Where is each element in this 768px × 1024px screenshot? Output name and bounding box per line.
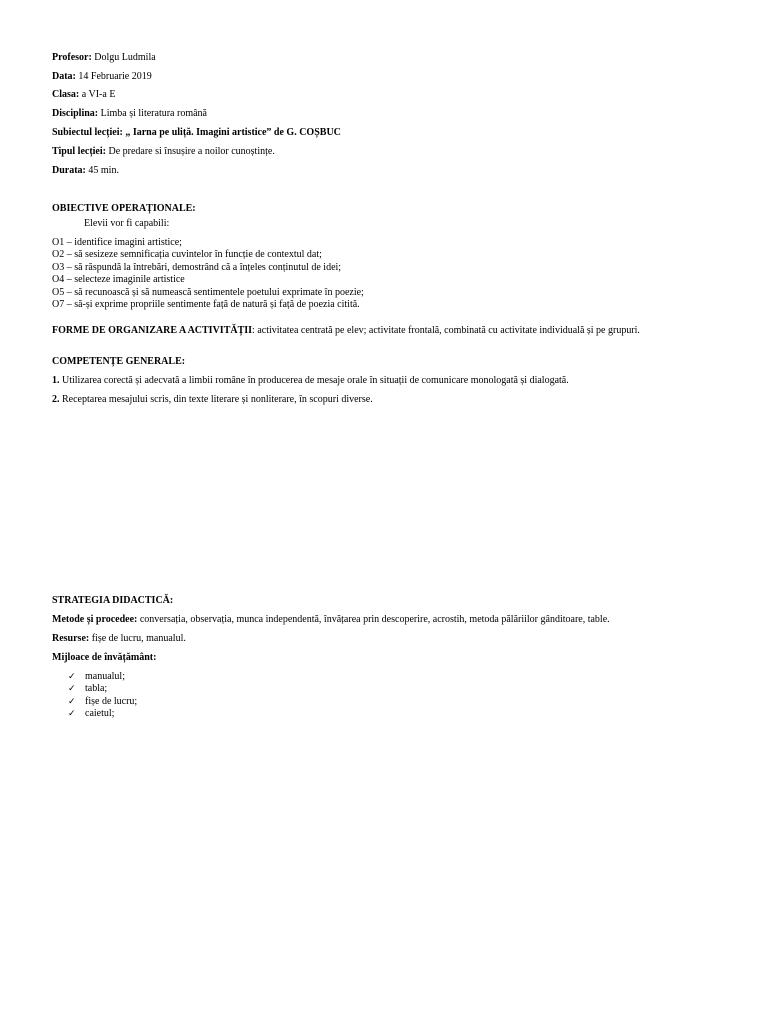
- resurse-value: fișe de lucru, manualul.: [89, 633, 186, 644]
- disciplina-label: Disciplina:: [52, 108, 99, 119]
- metode-line: [52, 614, 610, 626]
- forme-label: FORME DE ORGANIZARE A ACTIVITĂȚII: [52, 325, 253, 336]
- obiective-title: OBIECTIVE OPERAȚIONALE:: [52, 203, 196, 214]
- tipul-value: De predare si însușire a noilor cunoștințe.: [105, 146, 275, 157]
- competenta-item: 1. Utilizarea corectă și adecvată a limbii române în producerea de mesaje orale în situații de comunicare monologată și dialogată.: [52, 375, 569, 386]
- tipul-line: [52, 146, 275, 158]
- clasa-label: Clasa:: [52, 89, 80, 100]
- list-item: ✓ tabla;: [68, 683, 108, 695]
- list-item: ✓ caietul;: [68, 708, 115, 720]
- data-label: Data:: [52, 71, 76, 82]
- check-icon: ✓: [68, 696, 76, 707]
- data-line: [52, 71, 152, 83]
- check-icon: ✓: [68, 672, 76, 683]
- list-item: ✓ manualul;: [68, 671, 125, 683]
- obiective-intro: Elevii vor fi capabili:: [84, 218, 170, 229]
- subiect-value: „ Iarna pe uliță. Imagini artistice” de G. COȘBUC: [122, 127, 341, 138]
- check-icon: ✓: [68, 709, 76, 720]
- forme-value: : activitatea centrată pe elev; activitate frontală, combinată cu activitate individuală și pe grupuri.: [252, 325, 640, 336]
- mijloace-list: [68, 671, 137, 720]
- obiectiv-item: O3 – să răspundă la întrebări, demostrând că a înțeles conținutul de idei;: [52, 262, 342, 273]
- profesor-line: [52, 52, 156, 64]
- resurse-label: Resurse:: [52, 633, 90, 644]
- obiectiv-item: O5 – să recunoască și să numească sentimentele poetului exprimate în poezie;: [52, 287, 364, 298]
- disciplina-line: [52, 108, 207, 120]
- obiectiv-item: O7 – să-și exprime propriile sentimente față de natură și față de poezia citită.: [52, 299, 360, 310]
- forme-line: [52, 325, 640, 337]
- durata-label: Durata:: [52, 165, 86, 176]
- obiectiv-item: O1 – identifice imagini artistice;: [52, 237, 182, 248]
- check-icon: ✓: [68, 684, 76, 695]
- mijloace-line: [52, 652, 156, 664]
- durata-value: 45 min.: [85, 165, 119, 176]
- strategia-title: STRATEGIA DIDACTICĂ:: [52, 595, 174, 606]
- clasa-value: a VI-a E: [79, 89, 116, 100]
- obiectiv-item: O2 – să sesizeze semnificația cuvintelor în funcție de contextul dat;: [52, 249, 322, 260]
- list-item: ✓ fișe de lucru;: [68, 695, 138, 707]
- resurse-line: [52, 633, 186, 645]
- subiect-label: Subiectul lecției:: [52, 127, 123, 138]
- obiectiv-item: O4 – selecteze imaginile artistice: [52, 274, 185, 285]
- competente-title: COMPETENȚE GENERALE:: [52, 356, 186, 367]
- competenta-item: 2. Receptarea mesajului scris, din texte literare și nonliterare, în scopuri diverse.: [52, 394, 373, 405]
- profesor-value: Dolgu Ludmila: [91, 52, 156, 63]
- tipul-label: Tipul lecției:: [52, 146, 106, 157]
- metode-label: Metode și procedee:: [52, 614, 138, 625]
- durata-line: [52, 165, 119, 177]
- clasa-line: [52, 89, 115, 101]
- mijloace-label: Mijloace de învățământ:: [52, 652, 157, 663]
- subiect-line: [52, 127, 341, 139]
- metode-value: conversația, observația, munca independentă, învățarea prin descoperire, acrostih, metoda pălăriilor gânditoare, table.: [137, 614, 610, 625]
- data-value: 14 Februarie 2019: [75, 71, 152, 82]
- profesor-label: Profesor:: [52, 52, 92, 63]
- disciplina-value: Limba și literatura română: [98, 108, 207, 119]
